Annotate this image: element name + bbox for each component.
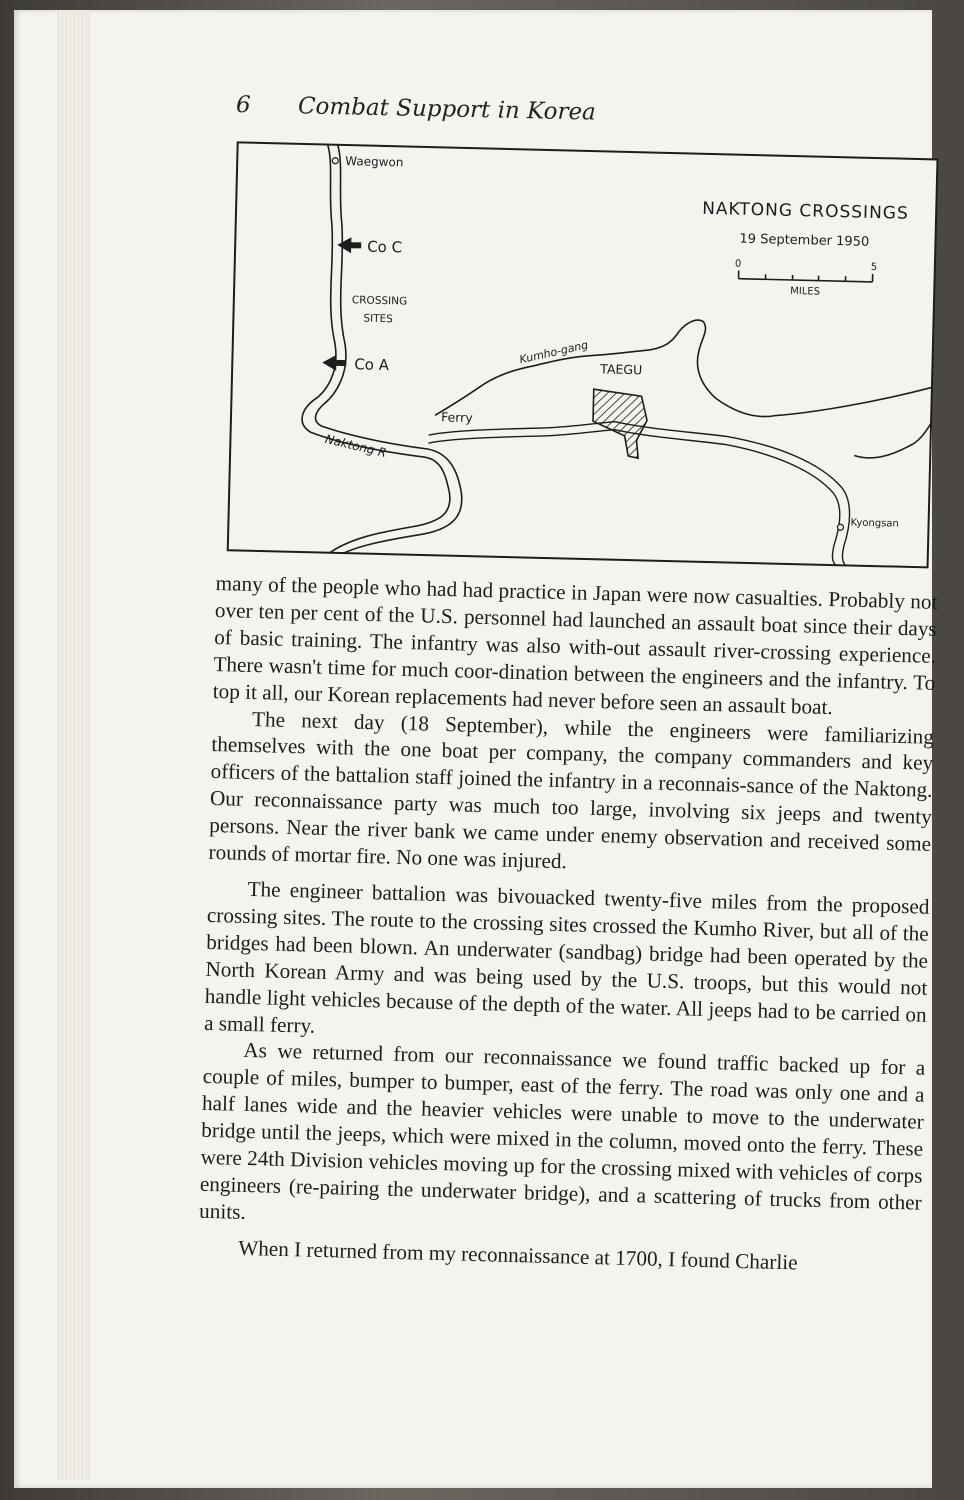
- kumho-label: Kumho-gang: [518, 338, 590, 367]
- taegu-label: TAEGU: [600, 361, 643, 378]
- page-edges: [58, 10, 90, 1480]
- map-title: NAKTONG CROSSINGS: [701, 198, 909, 224]
- book-title: Combat Support in Korea: [297, 93, 597, 126]
- paragraph: When I returned from my reconnaissance at 1700, I found Charlie: [237, 1235, 798, 1275]
- kyongsan-marker: [837, 524, 843, 530]
- scale-unit-label: MILES: [790, 285, 821, 298]
- ferry-label: Ferry: [440, 409, 473, 426]
- paragraph: The engineer battalion was bivouacked twenty-five miles from the proposed crossing sites. The route to the crossing sites crossed the Kumho River, but all of the bridges had been blown. An underwater (sandbag) bridge had been operated by the North Korean Army and was being used by the U.S. troops, but this would not handle light vehicles because of the depth of the water. All jeeps had to be carried on a small ferry.: [203, 876, 930, 1038]
- crossing-sites-label-1: CROSSING: [351, 294, 408, 308]
- co-a-label: Co A: [354, 355, 390, 375]
- page-number: 6: [235, 92, 251, 119]
- paragraph: many of the people who had had practice in Japan were now casualties. Probably not over ten per cent of the U.S. personnel had launched an assault boat since their days of basic training. The infantry was also with-out assault river-crossing experience. There wasn't time for much coor-dination between the engineers and the infantry. To top it all, our Korean replacements had never before seen an assault boat.: [212, 570, 938, 719]
- scale-max-label: 5: [870, 261, 878, 274]
- co-c-label: Co C: [366, 237, 403, 257]
- naktong-label: Naktong R: [323, 431, 388, 461]
- paragraph: As we returned from our reconnaissance we found traffic backed up for a couple of miles, bumper to bumper, east of the ferry. The road was only one and a half lanes wide and the heavier vehicles were unable to move to the underwater bridge until the jeeps, which were mixed in the column, moved onto the ferry. These were 24th Division vehicles moving up for the crossing mixed with vehicles of corps engineers (re-pairing the underwater bridge), and a scattering of trucks from other units.: [198, 1038, 926, 1224]
- waegwan-marker: [332, 158, 338, 164]
- scale-min-label: 0: [734, 258, 742, 270]
- crossing-sites-label-2: SITES: [363, 312, 394, 326]
- paragraph: The next day (18 September), while the engineers were familiarizing themselves with the one boat per company, the company commanders and key officers of the battalion staff joined the infantry in a reconnais-sance of the Naktong. Our reconnaissance party was much too large, involving six jeeps and twenty persons. Near the river bank we came under enemy observation and received some rounds of mortar fire. No one was injured.: [208, 706, 935, 874]
- waegwan-label: Waegwon: [345, 154, 404, 170]
- body-text: [198, 570, 938, 1279]
- map-date: 19 September 1950: [739, 231, 870, 250]
- kyongsan-label: Kyongsan: [850, 517, 899, 530]
- naktong-crossings-map: [211, 130, 942, 587]
